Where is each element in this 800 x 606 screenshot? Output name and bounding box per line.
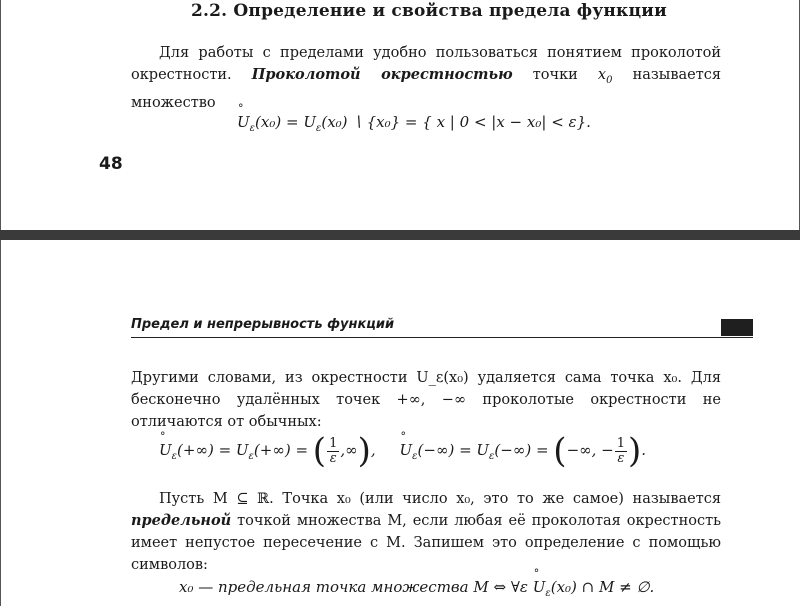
paragraph-text: Пусть M ⊆ ℝ. Точка x₀ (или число x₀, это то же самое) называется: [159, 491, 721, 507]
section-title: 2.2. Определение и свойства предела функции: [191, 1, 667, 21]
limit-point-formula: x₀ — предельная точка множества M ⇔ ∀ε ° $U_\varepsilon(x_0)$ ∩ M ≠ ∅.: [179, 578, 654, 599]
defined-term: предельной: [131, 512, 232, 529]
paragraph-text: точкой множества M, если любая её проколотая окрестность имеет непустое пересечение с M. Запишем это определение с помощью символов:: [131, 513, 721, 573]
infinity-neighborhoods-formula: ° $U_\varepsilon(+\infty) = U_\varepsilon(+\infty)$ = ( $\frac{1}{\varepsilon}$ ,∞), ° $U_\varepsilon(-\infty) = U_\varepsilon(-\infty)$ = (−∞, − $\frac{1}{\varepsilon}$ ).: [159, 434, 646, 468]
limit-point-paragraph: [131, 488, 721, 576]
definition-paragraph: [131, 42, 721, 114]
paragraph-text: точки: [512, 67, 598, 83]
running-head-marker: [721, 319, 753, 336]
page-number: 48: [99, 154, 123, 174]
defined-term: Проколотой окрестностью: [251, 66, 513, 83]
paragraph-text: Для работы с пределами удобно пользоваться понятием проколотой окрестности.: [131, 45, 721, 83]
punctured-neighborhood-formula: ° $U_\varepsilon(x_0) = U_\varepsilon(x_0)$ ∖ {x₀} = { x | 0 < |x − x₀| < ε}.: [237, 113, 591, 134]
page-divider: [0, 230, 800, 240]
neighborhood-paragraph: Другими словами, из окрестности U_ε(x₀) удаляется сама точка x₀. Для бесконечно удалённых точек +∞, −∞ проколотые окрестности не отличаются от обычных:: [131, 370, 721, 430]
running-head: [131, 317, 753, 338]
math-variable: $x_0$: [597, 67, 613, 86]
running-head-title: Предел и непрерывность функций: [131, 317, 395, 332]
top-page: [0, 0, 800, 230]
bottom-page: [0, 240, 800, 606]
paragraph-text: называется множество: [131, 67, 722, 111]
